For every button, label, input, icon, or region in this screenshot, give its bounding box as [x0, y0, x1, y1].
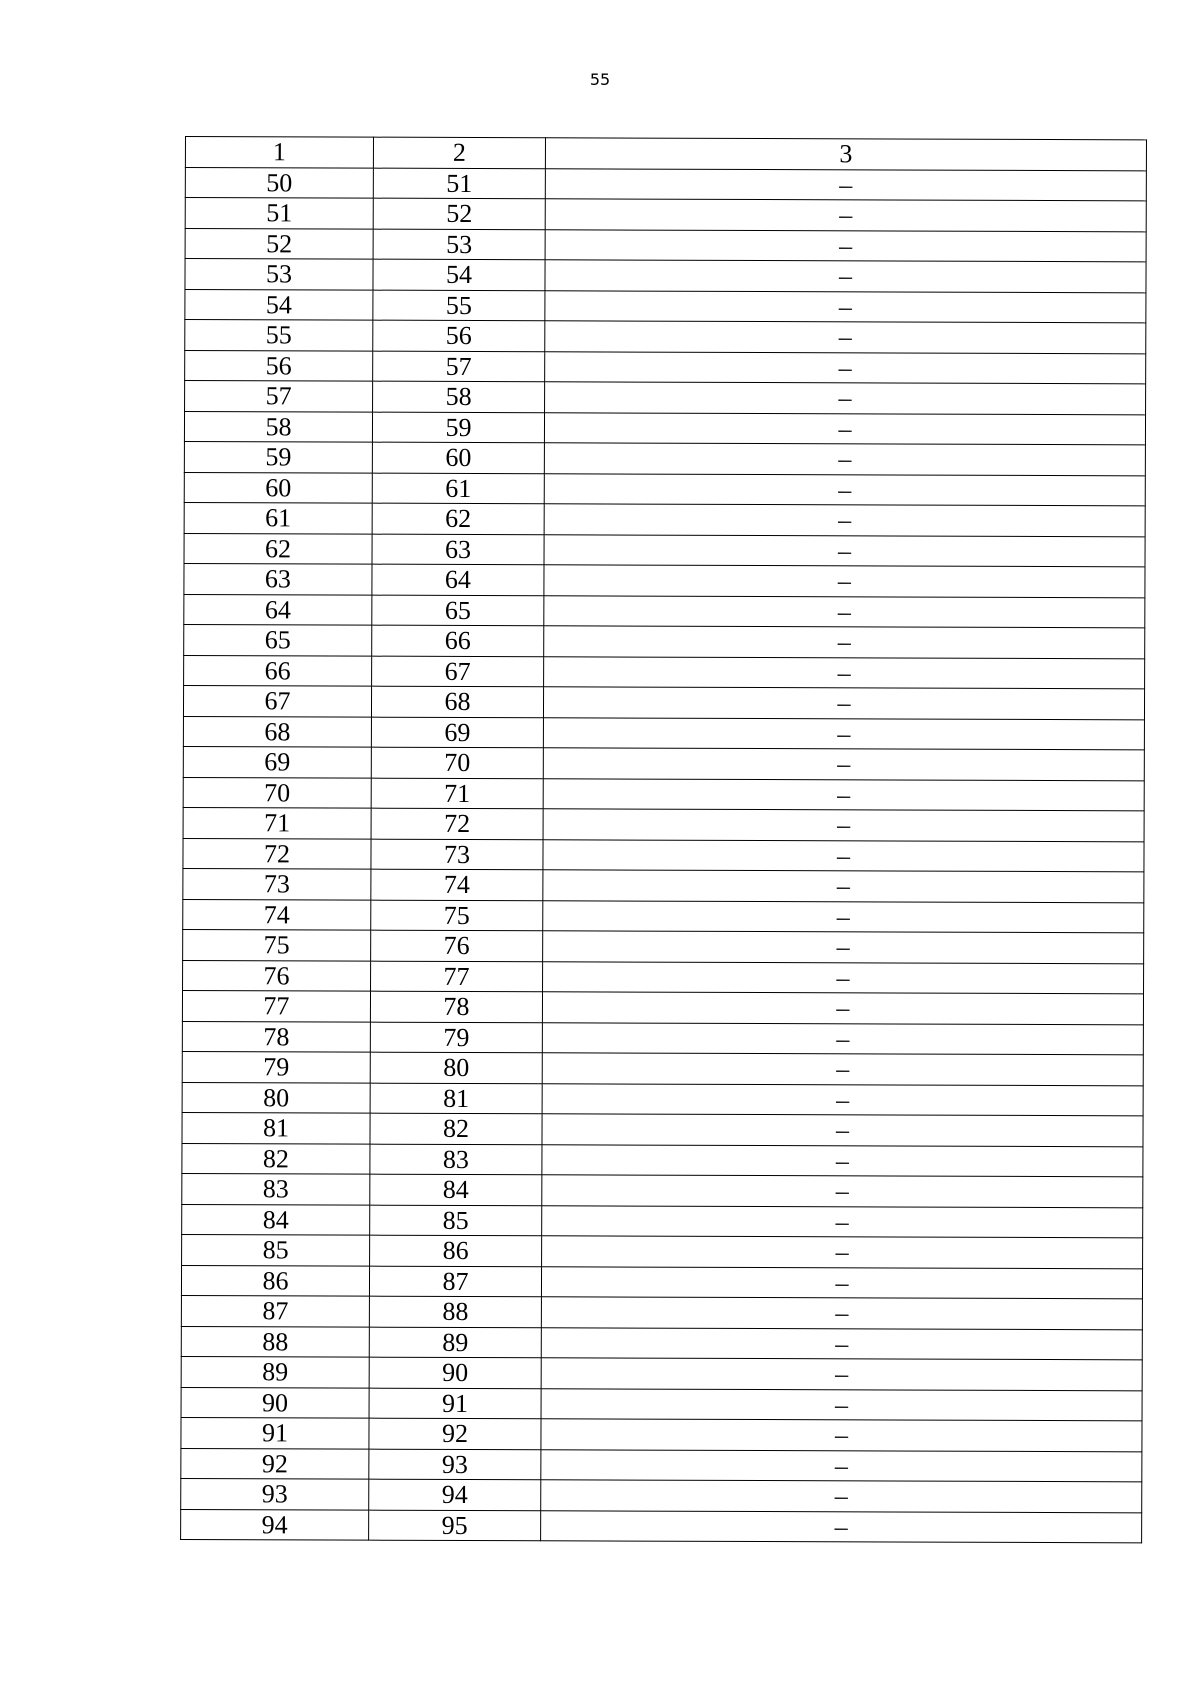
- table-cell-col3: –: [544, 504, 1145, 537]
- table-cell-col3: –: [543, 839, 1144, 872]
- table-cell-col2: 94: [369, 1479, 541, 1510]
- table-cell-col1: 71: [183, 807, 371, 838]
- table-cell-col1: 50: [185, 167, 373, 198]
- table-row: [181, 1478, 1142, 1512]
- table-cell-col1: 69: [183, 746, 371, 777]
- table-cell-col2: 65: [372, 595, 544, 626]
- table-row: [184, 502, 1145, 536]
- table-cell-col2: 62: [372, 503, 544, 534]
- table-row: [183, 746, 1144, 780]
- table-row: [184, 472, 1145, 506]
- table-cell-col2: 71: [371, 778, 543, 809]
- table-cell-col2: 76: [371, 930, 543, 961]
- table-cell-col3: –: [543, 931, 1144, 964]
- table-cell-col3: –: [543, 870, 1144, 903]
- table-cell-col3: –: [541, 1297, 1142, 1330]
- table-cell-col2: 91: [369, 1388, 541, 1419]
- table-cell-col2: 82: [370, 1113, 542, 1144]
- table-cell-col2: 77: [371, 961, 543, 992]
- table-cell-col2: 52: [373, 198, 545, 229]
- table-cell-col1: 90: [181, 1387, 369, 1418]
- table-cell-col2: 83: [370, 1144, 542, 1175]
- table-cell-col3: –: [542, 1144, 1143, 1177]
- table-cell-col3: –: [543, 778, 1144, 811]
- table-cell-col3: –: [541, 1480, 1142, 1513]
- table-cell-col1: 80: [182, 1082, 370, 1113]
- table-cell-col1: 75: [183, 929, 371, 960]
- table-cell-col2: 66: [372, 625, 544, 656]
- table-cell-col1: 66: [184, 655, 372, 686]
- table-cell-col2: 72: [371, 808, 543, 839]
- table-cell-col1: 72: [183, 838, 371, 869]
- table-cell-col1: 53: [185, 259, 373, 290]
- table-cell-col3: –: [541, 1449, 1142, 1482]
- table-cell-col2: 75: [371, 900, 543, 931]
- table-row: [185, 228, 1146, 262]
- table-cell-col2: 70: [371, 747, 543, 778]
- table-cell-col2: 64: [372, 564, 544, 595]
- table-cell-col1: 85: [182, 1234, 370, 1265]
- table-cell-col3: –: [544, 595, 1145, 628]
- table-row: [181, 1387, 1142, 1421]
- table-row: [184, 594, 1145, 628]
- table-cell-col3: –: [541, 1419, 1142, 1452]
- table-row: [184, 533, 1145, 567]
- column-header-2: 2: [373, 137, 545, 168]
- table-cell-col2: 55: [373, 290, 545, 321]
- table-cell-col1: 60: [184, 472, 372, 503]
- table-row: [182, 1021, 1143, 1055]
- table-row: [181, 1326, 1142, 1360]
- table-row: [182, 1143, 1143, 1177]
- table-cell-col3: –: [541, 1266, 1142, 1299]
- table-cell-col3: –: [542, 992, 1143, 1025]
- table-row: [181, 1356, 1142, 1390]
- table-row: [182, 1051, 1143, 1085]
- table-cell-col3: –: [544, 656, 1145, 689]
- table-cell-col2: 63: [372, 534, 544, 565]
- table-row: [182, 1173, 1143, 1207]
- table-row: [181, 1295, 1142, 1329]
- table-cell-col3: –: [543, 900, 1144, 933]
- table-cell-col3: –: [543, 748, 1144, 781]
- table-cell-col3: –: [545, 229, 1146, 262]
- table-cell-col2: 89: [369, 1327, 541, 1358]
- table-cell-col3: –: [544, 412, 1145, 445]
- table-cell-col2: 85: [370, 1205, 542, 1236]
- table-row: [182, 1204, 1143, 1238]
- table-cell-col2: 84: [370, 1174, 542, 1205]
- table-cell-col2: 54: [373, 259, 545, 290]
- table-row: [184, 624, 1145, 658]
- table-cell-col1: 57: [185, 381, 373, 412]
- table-cell-col1: 92: [181, 1448, 369, 1479]
- table-cell-col2: 57: [373, 351, 545, 382]
- table-cell-col1: 77: [182, 990, 370, 1021]
- table-row: [183, 685, 1144, 719]
- table-cell-col2: 88: [369, 1296, 541, 1327]
- table-cell-col1: 86: [181, 1265, 369, 1296]
- table-cell-col3: –: [545, 321, 1146, 354]
- table-cell-col3: –: [542, 1083, 1143, 1116]
- table-row: [182, 1234, 1143, 1268]
- table-cell-col2: 58: [373, 381, 545, 412]
- table-cell-col3: –: [543, 809, 1144, 842]
- table-cell-col1: 51: [185, 198, 373, 229]
- table-cell-col2: 59: [372, 412, 544, 443]
- table-cell-col1: 89: [181, 1356, 369, 1387]
- table-cell-col3: –: [544, 565, 1145, 598]
- table-cell-col1: 62: [184, 533, 372, 564]
- table-cell-col2: 92: [369, 1418, 541, 1449]
- table-header-row: [185, 137, 1146, 171]
- table-cell-col1: 93: [181, 1478, 369, 1509]
- table-row: [185, 198, 1146, 232]
- table-cell-col2: 51: [373, 168, 545, 199]
- table-cell-col2: 86: [370, 1235, 542, 1266]
- table-cell-col2: 90: [369, 1357, 541, 1388]
- table-cell-col1: 79: [182, 1051, 370, 1082]
- table-row: [182, 990, 1143, 1024]
- table-row: [183, 868, 1144, 902]
- table-row: [184, 411, 1145, 445]
- table-cell-col3: –: [542, 1205, 1143, 1238]
- table-cell-col1: 81: [182, 1112, 370, 1143]
- table-cell-col3: –: [542, 1114, 1143, 1147]
- table-cell-col3: –: [542, 1053, 1143, 1086]
- table-cell-col1: 91: [181, 1417, 369, 1448]
- table-row: [183, 899, 1144, 933]
- table-cell-col3: –: [545, 168, 1146, 201]
- table-row: [181, 1265, 1142, 1299]
- table-cell-col1: 83: [182, 1173, 370, 1204]
- table-cell-col1: 65: [184, 624, 372, 655]
- table-row: [185, 167, 1146, 201]
- table-cell-col2: 80: [370, 1052, 542, 1083]
- table-cell-col3: –: [545, 260, 1146, 293]
- table-cell-col1: 56: [185, 350, 373, 381]
- table-cell-col1: 68: [183, 716, 371, 747]
- table-cell-col1: 74: [183, 899, 371, 930]
- table-row: [183, 716, 1144, 750]
- table-cell-col3: –: [542, 1236, 1143, 1269]
- table-cell-col1: 64: [184, 594, 372, 625]
- column-header-1: 1: [185, 137, 373, 168]
- table-row: [185, 320, 1146, 354]
- table-cell-col3: –: [544, 443, 1145, 476]
- table-cell-col3: –: [541, 1327, 1142, 1360]
- table-cell-col3: –: [542, 1022, 1143, 1055]
- table-cell-col1: 76: [183, 960, 371, 991]
- table-row: [185, 350, 1146, 384]
- table-cell-col2: 95: [369, 1510, 541, 1541]
- table-row: [184, 441, 1145, 475]
- table-cell-col2: 61: [372, 473, 544, 504]
- table-row: [183, 929, 1144, 963]
- table-cell-col1: 58: [184, 411, 372, 442]
- table-cell-col1: 70: [183, 777, 371, 808]
- table-cell-col1: 55: [185, 320, 373, 351]
- table-row: [182, 1112, 1143, 1146]
- page-number: 55: [589, 70, 611, 89]
- table-row: [183, 807, 1144, 841]
- table-cell-col3: –: [545, 290, 1146, 323]
- table-cell-col1: 87: [181, 1295, 369, 1326]
- table-cell-col2: 78: [370, 991, 542, 1022]
- table-cell-col3: –: [545, 382, 1146, 415]
- table-cell-col1: 73: [183, 868, 371, 899]
- table-cell-col3: –: [544, 473, 1145, 506]
- table-cell-col1: 78: [182, 1021, 370, 1052]
- table-row: [181, 1417, 1142, 1451]
- table-row: [185, 381, 1146, 415]
- table-cell-col3: –: [542, 1175, 1143, 1208]
- table-cell-col2: 60: [372, 442, 544, 473]
- table-cell-col1: 94: [181, 1509, 369, 1540]
- table-cell-col2: 73: [371, 839, 543, 870]
- table-cell-col2: 81: [370, 1083, 542, 1114]
- table-row: [181, 1509, 1142, 1543]
- table-cell-col3: –: [545, 351, 1146, 384]
- table-cell-col1: 61: [184, 502, 372, 533]
- table-cell-col3: –: [545, 199, 1146, 232]
- table-row: [183, 838, 1144, 872]
- table-row: [183, 960, 1144, 994]
- column-header-3: 3: [545, 138, 1146, 171]
- table-cell-col1: 54: [185, 289, 373, 320]
- table-cell-col3: –: [544, 626, 1145, 659]
- table-cell-col2: 67: [372, 656, 544, 687]
- table-row: [183, 777, 1144, 811]
- table-row: [185, 259, 1146, 293]
- table-row: [184, 563, 1145, 597]
- table-cell-col1: 59: [184, 441, 372, 472]
- table-row: [181, 1448, 1142, 1482]
- table-cell-col2: 53: [373, 229, 545, 260]
- table-row: [185, 289, 1146, 323]
- table-cell-col1: 63: [184, 563, 372, 594]
- table-cell-col1: 67: [183, 685, 371, 716]
- table-cell-col3: –: [543, 717, 1144, 750]
- table-cell-col3: –: [541, 1388, 1142, 1421]
- table-cell-col2: 68: [371, 686, 543, 717]
- table-cell-col2: 56: [373, 320, 545, 351]
- table-cell-col1: 84: [182, 1204, 370, 1235]
- table-cell-col3: –: [544, 534, 1145, 567]
- table-cell-col2: 93: [369, 1449, 541, 1480]
- table-cell-col1: 88: [181, 1326, 369, 1357]
- table-row: [182, 1082, 1143, 1116]
- table-cell-col1: 52: [185, 228, 373, 259]
- table-cell-col3: –: [541, 1510, 1142, 1543]
- table-cell-col1: 82: [182, 1143, 370, 1174]
- table-cell-col3: –: [541, 1358, 1142, 1391]
- table-body: [181, 167, 1147, 1543]
- table-cell-col3: –: [543, 687, 1144, 720]
- table-cell-col2: 69: [371, 717, 543, 748]
- table-cell-col2: 79: [370, 1022, 542, 1053]
- table-cell-col2: 74: [371, 869, 543, 900]
- data-table: [180, 136, 1147, 1543]
- table-cell-col3: –: [543, 961, 1144, 994]
- table-row: [184, 655, 1145, 689]
- table-cell-col2: 87: [369, 1266, 541, 1297]
